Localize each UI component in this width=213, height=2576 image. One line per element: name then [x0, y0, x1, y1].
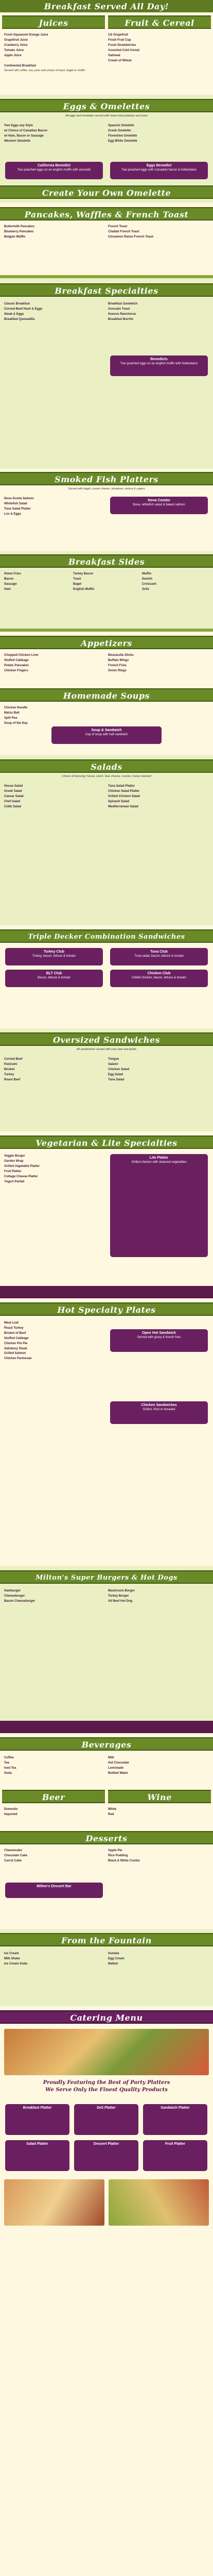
list-item: Bacon Cheeseburger: [4, 1599, 36, 1603]
vegetarian-list: [4, 1154, 107, 1184]
list-item: w/ Choice of Canadian Bacon: [4, 129, 48, 132]
continental-note: Served with coffee, tea, juice and choice of toast, bagel or muffin: [4, 69, 85, 72]
list-item: Fresh Squeezed Orange Juice: [4, 33, 48, 37]
list-item: Cream of Wheat: [108, 59, 132, 62]
pancakes-list: [4, 225, 107, 240]
benedict-box: Benedicts Two poached eggs on an english muffin with hollandaise: [110, 355, 208, 376]
list-item: Chocolate Cake: [4, 1854, 28, 1857]
list-item: Matzo Ball: [4, 711, 20, 715]
catering-box-6: Fruit Platter: [143, 2140, 207, 2171]
list-item: Whitefish Salad: [4, 502, 27, 505]
list-item: Fruit Platter: [4, 1170, 22, 1173]
list-item: Ham: [4, 587, 11, 591]
fountain-section: [0, 1929, 213, 2006]
list-item: Mediterranean Salad: [108, 805, 138, 808]
list-item: Milk Shake: [4, 1957, 21, 1960]
list-item: Greek Omelette: [108, 129, 131, 132]
triple-box-2: Tuna Club Tuna salad, bacon, lettuce & tomato: [110, 948, 208, 965]
beer-list: [4, 1807, 107, 1818]
list-item: Classic Breakfast: [4, 302, 30, 306]
eggs-section: [0, 95, 213, 203]
list-item: Home Fries: [4, 572, 21, 575]
list-item: Assorted Cold Cereal: [108, 48, 140, 52]
fountain-list-right: [108, 1952, 211, 1967]
list-item: Breakfast Quesadilla: [4, 317, 35, 321]
list-item: Egg Cream: [108, 1957, 125, 1960]
list-item: Red: [108, 1812, 114, 1816]
catering-photo: [4, 2029, 209, 2075]
list-item: Turkey Burger: [108, 1594, 129, 1598]
list-item: Potato Pancakes: [4, 664, 29, 667]
list-item: Brisket: [4, 1067, 15, 1071]
list-item: Mozzarella Sticks: [108, 654, 134, 657]
list-item: Tongue: [108, 1058, 119, 1061]
list-item: Cinnamon Raisin French Toast: [108, 235, 153, 239]
list-item: Soup of the Day: [4, 721, 28, 725]
list-item: Split Pea: [4, 716, 17, 720]
list-item: Belgian Waffle: [4, 235, 26, 239]
triple-box-4: Chicken Club Grilled chicken, bacon, lettuce & tomato: [110, 970, 208, 987]
list-item: Stuffed Cabbage: [4, 658, 29, 662]
list-item: Roast Beef: [4, 1078, 21, 1081]
sides-title: Breakfast Sides: [0, 554, 213, 568]
list-item: White: [108, 1808, 117, 1811]
wine-title: Wine: [108, 1790, 211, 1803]
catering-box-1: Breakfast Platter: [5, 2104, 69, 2135]
specialties-title: Breakfast Specialties: [0, 283, 213, 297]
list-item: Nova Scotia Salmon: [4, 497, 34, 500]
list-item: Danish: [142, 577, 153, 581]
menu-banner: [0, 0, 213, 12]
burgers-section: [0, 1566, 213, 1721]
list-item: Florentine Omelette: [108, 134, 137, 138]
list-item: Grilled Vegetable Platter: [4, 1164, 40, 1168]
list-item: Domestic: [4, 1808, 19, 1811]
list-item: Huevos Rancheros: [108, 312, 136, 316]
appetizers-list: [4, 653, 107, 674]
list-item: Mushroom Burger: [108, 1589, 135, 1592]
pancakes-list-right: [108, 225, 211, 240]
catering-box-5: Dessert Platter: [74, 2140, 138, 2171]
list-item: Fresh Strawberries: [108, 43, 136, 47]
desserts-title: Desserts: [0, 1831, 213, 1844]
list-item: Ice Cream Soda: [4, 1962, 28, 1965]
pancakes-section: [0, 203, 213, 275]
list-item: Cheeseburger: [4, 1594, 25, 1598]
list-item: Buttermilk Pancakes: [4, 225, 35, 228]
list-item: Rice Pudding: [108, 1854, 128, 1857]
list-item: Cranberry Juice: [4, 43, 28, 47]
beverages-section: [0, 1733, 213, 1929]
list-item: Tuna Salad Platter: [4, 507, 31, 511]
oversized-intro: All sandwiches served with cole slaw and pickle: [76, 1048, 137, 1051]
soup-box: Soup & Sandwich Cup of soup with half sandwich: [51, 726, 162, 744]
list-item: Breakfast Sandwich: [108, 302, 138, 306]
list-item: Grapefruit Juice: [4, 38, 28, 42]
list-item: Chicken Parmesan: [4, 1357, 32, 1361]
fish-box: Nova Combo Nova, whitefish salad & baked salmon: [110, 497, 208, 514]
list-item: French Fries: [108, 664, 127, 667]
list-item: Bottled Water: [108, 1771, 128, 1775]
triple-title: Triple Decker Combination Sandwiches: [0, 929, 213, 943]
beer-title: Beer: [2, 1790, 105, 1803]
continental-title: Continental Breakfast: [4, 64, 37, 67]
banner-title: Breakfast Served All Day!: [0, 0, 213, 12]
list-item: Ice Cream: [4, 1952, 19, 1955]
list-item: Chopped Chicken Liver: [4, 654, 39, 657]
list-item: Two Eggs any Style: [4, 124, 33, 127]
juices-list: [4, 33, 107, 59]
oversized-title: Oversized Sandwiches: [0, 1032, 213, 1046]
catering-subheading: We Serve Only the Finest Quality Products: [45, 2087, 168, 2093]
pancakes-title: Pancakes, Waffles & French Toast: [0, 207, 213, 221]
list-item: 1/2 Grapefruit: [108, 33, 129, 37]
list-item: All Beef Hot Dog: [108, 1599, 133, 1603]
eggs-title: Eggs & Omelettes: [0, 99, 213, 112]
list-item: Tuna Salad: [108, 1078, 125, 1081]
triple-box-1: Turkey Club Turkey, bacon, lettuce & tomato: [5, 948, 103, 965]
list-item: Spanish Omelette: [108, 124, 134, 127]
hot-title: Hot Specialty Plates: [0, 1302, 213, 1316]
sides-col-3: [142, 572, 209, 592]
list-item: Cottage Cheese Platter: [4, 1175, 38, 1178]
list-item: Apple Juice: [4, 54, 22, 57]
list-item: Caesar Salad: [4, 794, 24, 798]
oversized-list-right: [108, 1057, 211, 1083]
desserts-list: [4, 1849, 107, 1864]
eggs-box-1: California Benedict Two poached eggs on an english muffin with avocado: [5, 162, 103, 179]
burgers-list: [4, 1589, 107, 1604]
fountain-list: [4, 1952, 107, 1967]
list-item: Onion Rings: [108, 669, 127, 672]
list-item: Tea: [4, 1761, 9, 1765]
fish-list: [4, 497, 107, 517]
eggs-list-right: [108, 124, 211, 144]
vegetarian-section: [0, 1131, 213, 1286]
salads-list: [4, 784, 107, 810]
list-item: Carrot Cake: [4, 1859, 22, 1862]
list-item: Tomato Juice: [4, 48, 24, 52]
purple-divider: [0, 1286, 213, 1298]
list-item: Garden Wrap: [4, 1159, 24, 1163]
vegetarian-box: Lite Platter Grilled chicken with steamed vegetables: [110, 1154, 208, 1257]
list-item: Cobb Salad: [4, 805, 22, 808]
list-item: Soda: [4, 1771, 12, 1775]
sides-section: [0, 551, 213, 629]
list-item: Greek Salad: [4, 789, 22, 793]
catering-box-3: Sandwich Platter: [143, 2104, 207, 2135]
list-item: Yogurt Parfait: [4, 1180, 25, 1183]
list-item: Pastrami: [4, 1062, 17, 1066]
list-item: Buffalo Wings: [108, 658, 129, 662]
list-item: Spinach Salad: [108, 800, 130, 803]
list-item: Corned Beef Hash & Eggs: [4, 307, 43, 311]
specialties-list: [4, 302, 107, 323]
specialties-section: [0, 278, 213, 469]
fruit-title: Fruit & Cereal: [108, 15, 211, 29]
list-item: Chicken Noodle: [4, 706, 28, 709]
dessert-box: Milton's Dessert Bar: [5, 1883, 103, 1898]
list-item: Steak & Eggs: [4, 312, 24, 316]
list-item: w/ Ham, Bacon or Sausage: [4, 134, 44, 138]
list-item: Egg Salad: [108, 1073, 123, 1076]
beverages-title: Beverages: [0, 1737, 213, 1751]
list-item: Meat Loaf: [4, 1321, 19, 1325]
catering-photo-3: [109, 2179, 209, 2226]
sides-col-2: [73, 572, 140, 592]
list-item: House Salad: [4, 785, 23, 788]
list-item: Milk: [108, 1756, 114, 1759]
burgers-title: Milton's Super Burgers & Hot Dogs: [0, 1570, 213, 1584]
salads-intro: Choice of dressing: house, ranch, blue cheese, russian, honey mustard: [62, 775, 151, 778]
burgers-list-right: [108, 1589, 211, 1604]
fish-section: [0, 469, 213, 551]
oversized-list: [4, 1057, 107, 1083]
catering-title: Catering Menu: [0, 2010, 213, 2024]
hot-box-2: Chicken Sandwiches Grilled, fried or breaded: [110, 1401, 208, 1424]
catering-box-2: Deli Platter: [74, 2104, 138, 2135]
salads-section: [0, 755, 213, 925]
list-item: Fresh Fruit Cup: [108, 38, 131, 42]
list-item: Malted: [108, 1962, 118, 1965]
hot-section: [0, 1298, 213, 1566]
list-item: Lemonade: [108, 1766, 124, 1770]
list-item: Turkey Bacon: [73, 572, 94, 575]
desserts-list-right: [108, 1849, 211, 1864]
list-item: Breakfast Burrito: [108, 317, 134, 321]
catering-heading: Proudly Featuring the Best of Party Platters: [43, 2080, 170, 2086]
hot-list: [4, 1321, 107, 1362]
juices-fruit-section: [0, 12, 213, 95]
specialties-list-right: [108, 302, 211, 323]
list-item: Sundae: [108, 1952, 119, 1955]
create-title: Create Your Own Omelette: [0, 185, 213, 199]
list-item: French Toast: [108, 225, 128, 228]
eggs-box-2: Eggs Benedict Two poached eggs with Canadian bacon & hollandaise: [110, 162, 208, 179]
appetizers-title: Appetizers: [0, 636, 213, 649]
list-item: Toast: [73, 577, 81, 581]
appetizers-list-right: [108, 653, 211, 674]
list-item: Chef Salad: [4, 800, 21, 803]
list-item: Bacon: [4, 577, 14, 581]
list-item: Veggie Burger: [4, 1155, 25, 1158]
list-item: Chicken Fingers: [4, 669, 28, 672]
list-item: Black & White Cookie: [108, 1859, 140, 1862]
sides-col-1: [4, 572, 71, 592]
fruit-list: [108, 33, 211, 63]
hot-box-1: Open Hot Sandwich Served with gravy & french fries: [110, 1329, 208, 1352]
list-item: Hamburger: [4, 1589, 21, 1592]
list-item: Lox & Eggs: [4, 512, 22, 516]
list-item: Western Omelette: [4, 139, 30, 143]
list-item: Grilled Chicken Salad: [108, 794, 140, 798]
soups-list: [4, 706, 107, 726]
list-item: Chicken Salad Platter: [108, 789, 140, 793]
list-item: Challah French Toast: [108, 230, 139, 233]
list-item: Bagel: [73, 582, 82, 586]
list-item: Brisket of Beef: [4, 1331, 26, 1335]
list-item: Oatmeal: [108, 54, 120, 57]
list-item: Imported: [4, 1812, 17, 1816]
list-item: Tuna Salad Platter: [108, 785, 135, 788]
list-item: Roast Turkey: [4, 1326, 24, 1330]
oversized-section: [0, 1028, 213, 1131]
fountain-title: From the Fountain: [0, 1933, 213, 1946]
list-item: Turkey: [4, 1073, 14, 1076]
continental-block: [4, 64, 107, 73]
list-item: Iced Tea: [4, 1766, 16, 1770]
list-item: Croissant: [142, 582, 156, 586]
list-item: Salami: [108, 1062, 118, 1066]
list-item: Avocado Toast: [108, 307, 130, 311]
soups-title: Homemade Soups: [0, 688, 213, 702]
vegetarian-title: Vegetarian & Lite Specialties: [0, 1136, 213, 1149]
catering-photo-2: [4, 2179, 104, 2226]
list-item: Salisbury Steak: [4, 1347, 27, 1350]
list-item: Corned Beef: [4, 1058, 23, 1061]
list-item: English Muffin: [73, 587, 95, 591]
wine-list: [108, 1807, 211, 1818]
catering-section: [0, 2006, 213, 2576]
eggs-intro: All eggs and omelettes served with home fried potatoes and toast: [65, 114, 148, 117]
beverages-list-right: [108, 1756, 211, 1776]
eggs-list: [4, 124, 107, 144]
appetizers-section: [0, 632, 213, 755]
triple-section: [0, 925, 213, 1028]
list-item: Cheesecake: [4, 1849, 22, 1852]
list-item: Chicken Salad: [108, 1067, 130, 1071]
list-item: Chicken Pot Pie: [4, 1342, 28, 1345]
list-item: Muffin: [142, 572, 151, 575]
beverages-list: [4, 1756, 107, 1776]
triple-box-3: BLT Club Bacon, lettuce & tomato: [5, 970, 103, 987]
salads-list-right: [108, 784, 211, 810]
list-item: Stuffed Cabbage: [4, 1336, 29, 1340]
salads-title: Salads: [0, 759, 213, 773]
catering-box-4: Salad Platter: [5, 2140, 69, 2171]
list-item: Sausage: [4, 582, 17, 586]
list-item: Hot Chocolate: [108, 1761, 129, 1765]
list-item: Blueberry Pancakes: [4, 230, 34, 233]
list-item: Apple Pie: [108, 1849, 122, 1852]
fish-intro: Served with bagel, cream cheese, tomatoes, onions & capers: [68, 487, 145, 490]
fish-title: Smoked Fish Platters: [0, 472, 213, 485]
juices-title: Juices: [2, 15, 105, 29]
list-item: Grilled Salmon: [4, 1352, 26, 1355]
list-item: Grits: [142, 587, 150, 591]
purple-divider: [0, 1721, 213, 1733]
list-item: Coffee: [4, 1756, 14, 1759]
list-item: Egg White Omelette: [108, 139, 137, 143]
